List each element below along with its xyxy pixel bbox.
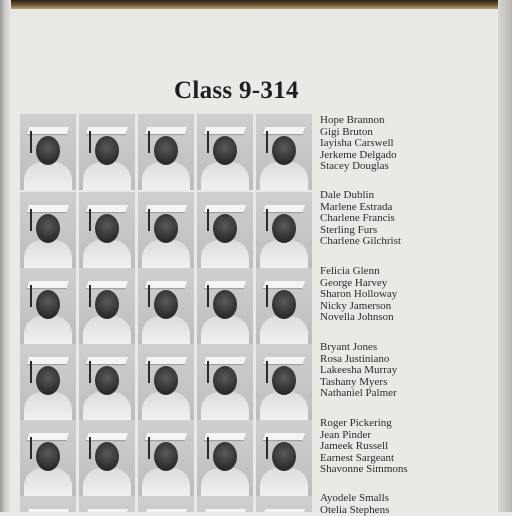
student-name: Sterling Furs [320,223,378,236]
student-photo [197,420,253,496]
student-name: Sharon Holloway [320,288,398,301]
student-photo [138,114,194,190]
student-photo [256,496,312,512]
student-photo [197,192,253,268]
student-name: Felicia Glenn [320,265,380,277]
student-name: Iayisha Carswell [320,137,394,150]
student-name: Gigi Bruton [320,125,373,138]
page-title: Class 9-314 [174,77,299,104]
student-photo [20,268,76,344]
photo-group [20,344,315,420]
student-name: Marlene Estrada [320,200,393,213]
name-list [320,190,500,248]
page-top-edge [0,0,512,9]
page-right-edge [498,0,512,512]
student-name: Dale Dublin [320,189,375,201]
book-binding-edge [0,0,11,512]
student-photo [256,344,312,420]
photo-row [20,344,315,420]
photo-group [20,268,315,344]
student-photo [79,192,135,268]
student-photo [79,496,135,512]
student-photo [256,114,312,190]
student-name: Otelia Stephens [320,503,390,516]
name-list [320,266,500,324]
photo-row [20,420,315,496]
student-photo [20,496,76,512]
student-photo [197,344,253,420]
student-photo [20,420,76,496]
student-name: Hope Brannon [320,114,385,126]
name-list [320,115,500,173]
student-name: Bryant Jones [320,341,378,353]
photo-row [20,496,315,512]
name-list [320,493,500,516]
student-name: Jameek Russell [320,440,389,453]
student-photo [138,192,194,268]
name-list [320,418,500,476]
student-name: George Harvey [320,276,388,289]
student-photo [138,420,194,496]
student-name: Lakeesha Murray [320,364,398,377]
student-photo [256,268,312,344]
photo-group [20,114,315,190]
student-name: Shavonne Simmons [320,463,408,476]
student-photo [79,344,135,420]
student-photo [138,496,194,512]
photo-row [20,192,315,268]
photo-row [20,268,315,344]
student-photo [20,344,76,420]
student-name: Stacey Douglas [320,160,389,173]
student-photo [138,344,194,420]
student-name: Nicky Jamerson [320,299,392,312]
student-photo [20,192,76,268]
student-photo [79,114,135,190]
student-name: Jerkeme Delgado [320,148,397,161]
student-name: Charlene Francis [320,212,395,225]
student-name: Charlene Gilchrist [320,235,401,248]
student-name: Jean Pinder [320,428,372,441]
student-photo [20,114,76,190]
photo-row [20,114,315,190]
photo-group [20,420,315,496]
student-name: Ayodele Smalls [320,492,389,504]
student-photo [79,420,135,496]
student-photo [197,496,253,512]
student-photo [79,268,135,344]
name-list [320,342,500,400]
photo-group [20,192,315,268]
student-photo [256,420,312,496]
student-name: Roger Pickering [320,417,392,429]
photo-group [20,496,315,512]
student-name: Tashany Myers [320,375,388,388]
student-name: Rosa Justiniano [320,352,390,365]
student-name: Nathaniel Palmer [320,387,397,400]
student-name: Novella Johnson [320,311,394,324]
student-photo [197,114,253,190]
student-photo [197,268,253,344]
student-name: Earnest Sargeant [320,451,395,464]
student-photo [138,268,194,344]
student-photo [256,192,312,268]
